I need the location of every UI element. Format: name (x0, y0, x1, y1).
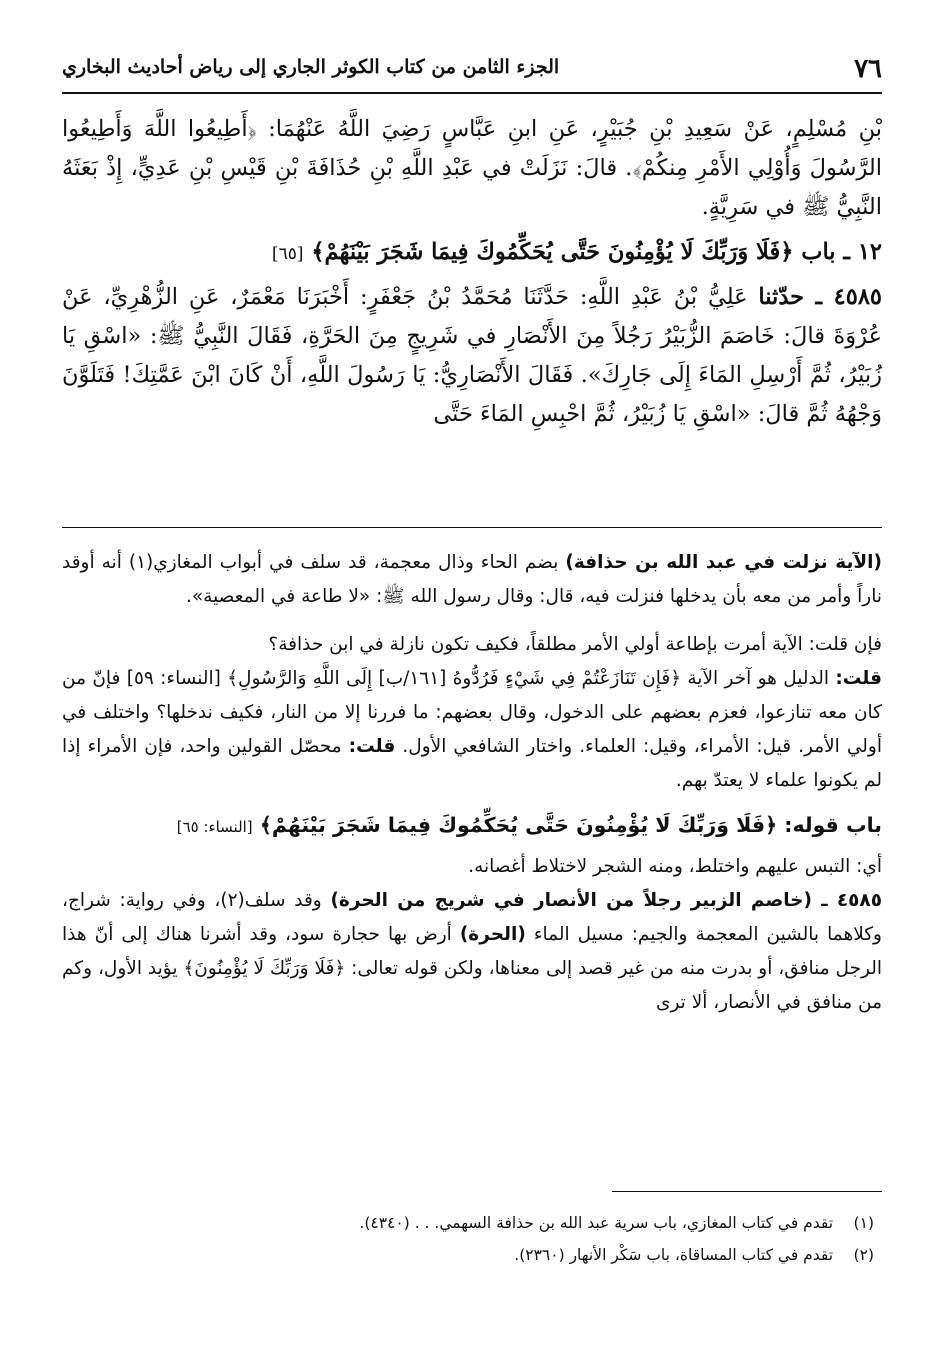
commentary-text: بضم الحاء وذال معجمة، قد سلف في أبواب المغازي(١) أنه أوقد ناراً وأمر من معه بأن يدخلها فنزلت فيه، قال: وقال رسول الله ﷺ: «لا طاعة في المعصية». (62, 552, 882, 607)
commentary-verse-ref: [النساء: ٦٥] (176, 818, 253, 836)
footnote-marker: (٢) (853, 1246, 874, 1264)
commentary-quran-verse: ﴿فَلَا وَرَبِّكَ لَا يُؤْمِنُونَ حَتَّى يُحَكِّمُوكَ فِيمَا شَجَرَ بَيْنَهُمْ﴾ (259, 813, 778, 837)
footnote-text: تقدم في كتاب المغازي، باب سرية عبد الله بن حذافة السهمي. . . (٤٣٤٠). (359, 1214, 834, 1232)
footnote-1 (62, 1207, 882, 1239)
footnote-text: تقدم في كتاب المساقاة، باب سَكْر الأنهار (٢٣٦٠). (514, 1246, 834, 1264)
footnotes (62, 1207, 882, 1271)
chapter-heading (62, 233, 882, 274)
main-text (62, 110, 882, 434)
chapter-verse-ref: [٦٥] (271, 244, 304, 264)
commentary-para-1 (62, 546, 882, 614)
qultu-label: قلت: (348, 736, 396, 757)
header-rule (62, 92, 882, 94)
chapter-quran-verse: ﴿فَلَا وَرَبِّكَ لَا يُؤْمِنُونَ حَتَّى يُحَكِّمُوكَ فِيمَا شَجَرَ بَيْنَهُمْ﴾ (311, 239, 794, 265)
running-title: الجزء الثامن من كتاب الكوثر الجاري إلى رياض أحاديث البخاري (62, 56, 560, 78)
footnote-rule (612, 1191, 882, 1192)
commentary-para-3 (62, 662, 882, 798)
commentary-quote: (الحرة) (459, 924, 526, 945)
commentary-chapter-heading (62, 802, 882, 850)
hadith-4585 (62, 278, 882, 434)
commentary-text: أرض بها حجارة سود، وقد أشرنا هناك إلى أنّ هذا الرجل منافق، أو بدرت منه من غير قصد إلى معناها، ولكن قوله تعالى: ﴿فَلَا وَرَبِّكَ لَا يُؤْمِنُونَ﴾ يؤيد الأول، وكم من منافق في الأنصار، ألا ترى (62, 924, 882, 1013)
hadith-number: ٤٥٨٥ ـ حدّثنا (758, 284, 882, 310)
page-header (62, 50, 882, 88)
commentary-text: محصّل القولين واحد، فإن الأمراء إذا لم يكونوا علماء لا يعتدّ بهم. (62, 736, 882, 791)
commentary (62, 546, 882, 1020)
bab-label: باب قوله: (784, 813, 882, 837)
commentary-text: الدليل هو آخر الآية ﴿فَإِن تَنَازَعْتُمْ فِي شَيْءٍ فَرُدُّوهُ [١٦١/ب] إِلَى اللَّهِ وَالرَّسُولِ﴾ [النساء: ٥٩] فإنّ من كان معه تنازعوا، فعزم بعضهم على الدخول، وقال بعضهم: ما فررنا إلا من النار، فكيف ندخلها؟ واختلف في أولي الأمر. قيل: الأمراء، وقيل: العلماء. واختار الشافعي الأول. (62, 668, 882, 757)
commentary-text: وقد سلف(٢)، وفي رواية: شراج، وكلاهما بالشين المعجمة والجيم: مسيل الماء (62, 890, 882, 945)
commentary-quote: (الآية نزلت في عبد الله بن حذافة) (565, 552, 882, 573)
commentary-para-2: فإن قلت: الآية أمرت بإطاعة أولي الأمر مطلقاً، فكيف تكون نازلة في ابن حذافة؟ (268, 634, 882, 655)
section-divider (62, 527, 882, 528)
commentary-para-5 (62, 884, 882, 1020)
commentary-quote: ٤٥٨٥ ـ (خاصم الزبير رجلاً من الأنصار في شريج من الحرة) (330, 890, 882, 911)
chapter-number: ١٢ ـ باب (801, 239, 882, 265)
commentary-para-4: أي: التبس عليهم واختلط، ومنه الشجر لاختلاط أغصانه. (468, 856, 882, 877)
footnote-marker: (١) (853, 1214, 874, 1232)
qultu-label: قلت: (835, 668, 882, 689)
footnote-2 (62, 1239, 882, 1271)
page-number: ٧٦ (854, 54, 882, 84)
hadith-text: عَلِيُّ بْنُ عَبْدِ اللَّهِ: حَدَّثَنَا مُحَمَّدُ بْنُ جَعْفَرٍ: أَخْبَرَنَا مَعْمَرٌ، عَنِ الزُّهْرِيِّ، عَنْ عُرْوَةَ قالَ: خَاصَمَ الزُّبَيْرُ رَجُلاً مِنَ الأَنْصَارِ في شَرِيجٍ مِنَ الحَرَّةِ، فَقَالَ النَّبِيُّ ﷺ: «اسْقِ يَا زُبَيْرُ، ثُمَّ أَرْسِلِ المَاءَ إِلَى جَارِكَ». فَقَالَ الأَنْصَارِيُّ: يَا رَسُولَ اللَّهِ، أَنْ كَانَ ابْنَ عَمَّتِكَ! فَتَلَوَّنَ وَجْهُهُ ثُمَّ قالَ: «اسْقِ يَا زُبَيْرُ، ثُمَّ احْبِسِ المَاءَ حَتَّى (62, 284, 882, 427)
hadith-continuation: بْنِ مُسْلِمٍ، عَنْ سَعِيدِ بْنِ جُبَيْرٍ، عَنِ ابنِ عَبَّاسٍ رَضِيَ اللَّهُ عَنْهُمَا: ﴿أَطِيعُوا اللَّهَ وَأَطِيعُوا الرَّسُولَ وَأُوْلِي الأَمْرِ مِنكُمْ﴾. قالَ: نَزَلَتْ في عَبْدِ اللَّهِ بْنِ حُذَافَةَ بْنِ قَيْسِ بْنِ عَدِيٍّ، إِذْ بَعَثَهُ النَّبِيُّ ﷺ في سَرِيَّةٍ. (62, 116, 882, 220)
